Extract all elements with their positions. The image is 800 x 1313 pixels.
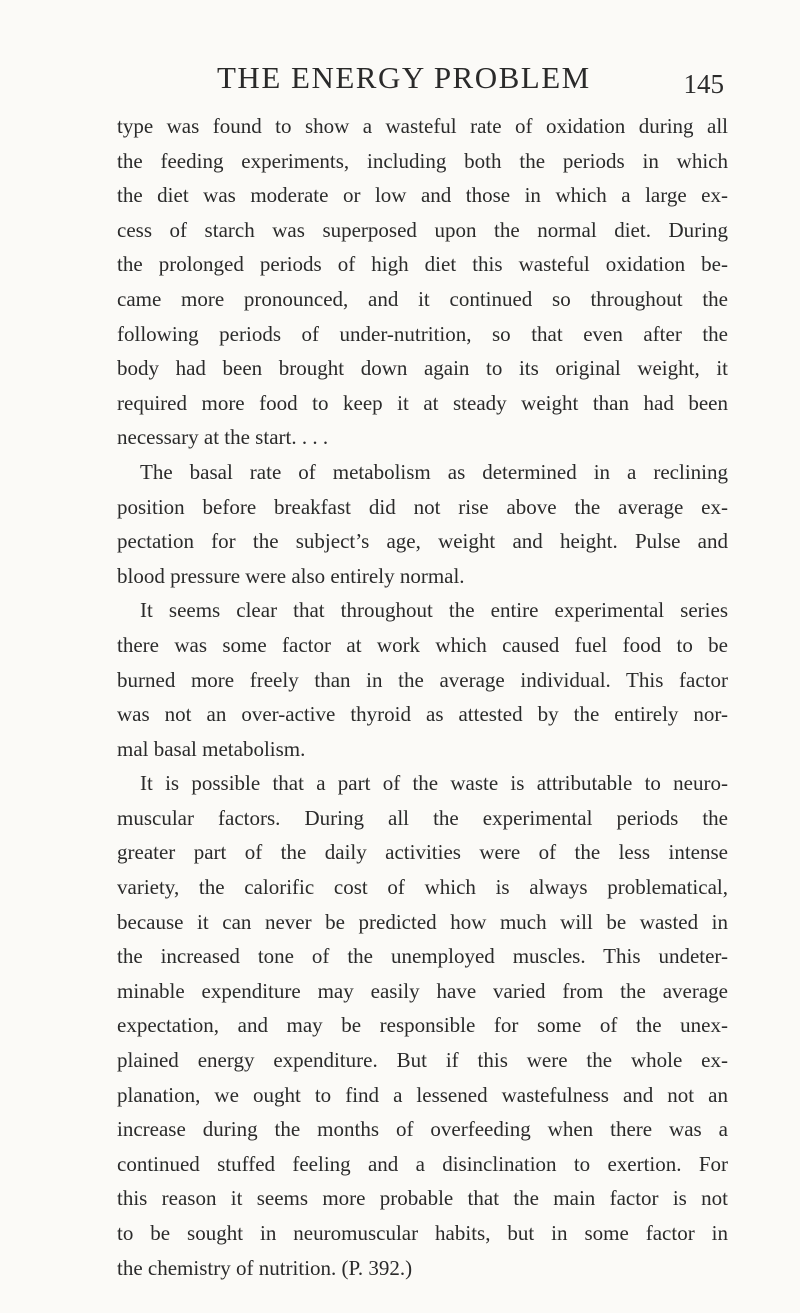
text-line: planation, we ought to find a lessened wastefulness and not an	[117, 1082, 728, 1107]
text-line: burned more freely than in the average individual. This factor	[117, 667, 728, 692]
page-header	[0, 58, 800, 98]
text-line: the feeding experiments, including both the periods in which	[117, 148, 728, 173]
text-line: to be sought in neuromuscular habits, but in some factor in	[117, 1221, 728, 1245]
text-line: pectation for the subject’s age, weight and height. Pulse and	[117, 529, 728, 554]
text-line: blood pressure were also entirely normal.	[117, 563, 465, 588]
text-line: the increased tone of the unemployed muscles. This undeter-	[117, 944, 728, 969]
text-line: the chemistry of nutrition. (P. 392.)	[117, 1255, 413, 1280]
text-line: greater part of the daily activities were of the less intense	[117, 840, 728, 865]
running-title: THE ENERGY PROBLEM	[217, 60, 591, 95]
text-line: following periods of under-nutrition, so that even after the	[117, 321, 728, 346]
text-line: body had been brought down again to its original weight, it	[117, 356, 728, 381]
text-line: required more food to keep it at steady weight than had been	[117, 390, 728, 415]
text-line: increase during the months of overfeeding when there was a	[117, 1117, 728, 1142]
paragraph-first-line: The basal rate of metabolism as determined in a reclining	[140, 459, 728, 484]
text-line: the prolonged periods of high diet this wasteful oxidation be-	[117, 252, 728, 277]
text-line: mal basal metabolism.	[117, 736, 306, 761]
text-line: type was found to show a wasteful rate of oxidation during all	[117, 114, 728, 138]
text-line: plained energy expenditure. But if this were the whole ex-	[117, 1048, 728, 1073]
body-text	[117, 109, 728, 1285]
paragraph-first-line: It seems clear that throughout the entire experimental series	[140, 598, 728, 623]
text-line: cess of starch was superposed upon the normal diet. During	[117, 217, 728, 242]
text-line: continued stuffed feeling and a disinclination to exertion. For	[117, 1151, 728, 1176]
text-line: because it can never be predicted how much will be wasted in	[117, 909, 728, 934]
paragraph-first-line: It is possible that a part of the waste is attributable to neuro-	[140, 771, 728, 796]
text-line: the diet was moderate or low and those in which a large ex-	[117, 183, 728, 208]
text-line: muscular factors. During all the experimental periods the	[117, 805, 728, 830]
text-line: was not an over-active thyroid as attested by the entirely nor-	[117, 702, 728, 727]
page-number: 145	[683, 69, 724, 99]
text-line: this reason it seems more probable that the main factor is not	[117, 1186, 728, 1211]
text-line: position before breakfast did not rise above the average ex-	[117, 494, 728, 519]
text-line: variety, the calorific cost of which is always problematical,	[117, 875, 728, 900]
text-line: necessary at the start. . . .	[117, 425, 329, 450]
text-line: came more pronounced, and it continued so throughout the	[117, 286, 728, 311]
text-line: minable expenditure may easily have varied from the average	[117, 978, 728, 1003]
text-line: there was some factor at work which caused fuel food to be	[117, 632, 728, 657]
text-line: expectation, and may be responsible for some of the unex-	[117, 1013, 728, 1038]
